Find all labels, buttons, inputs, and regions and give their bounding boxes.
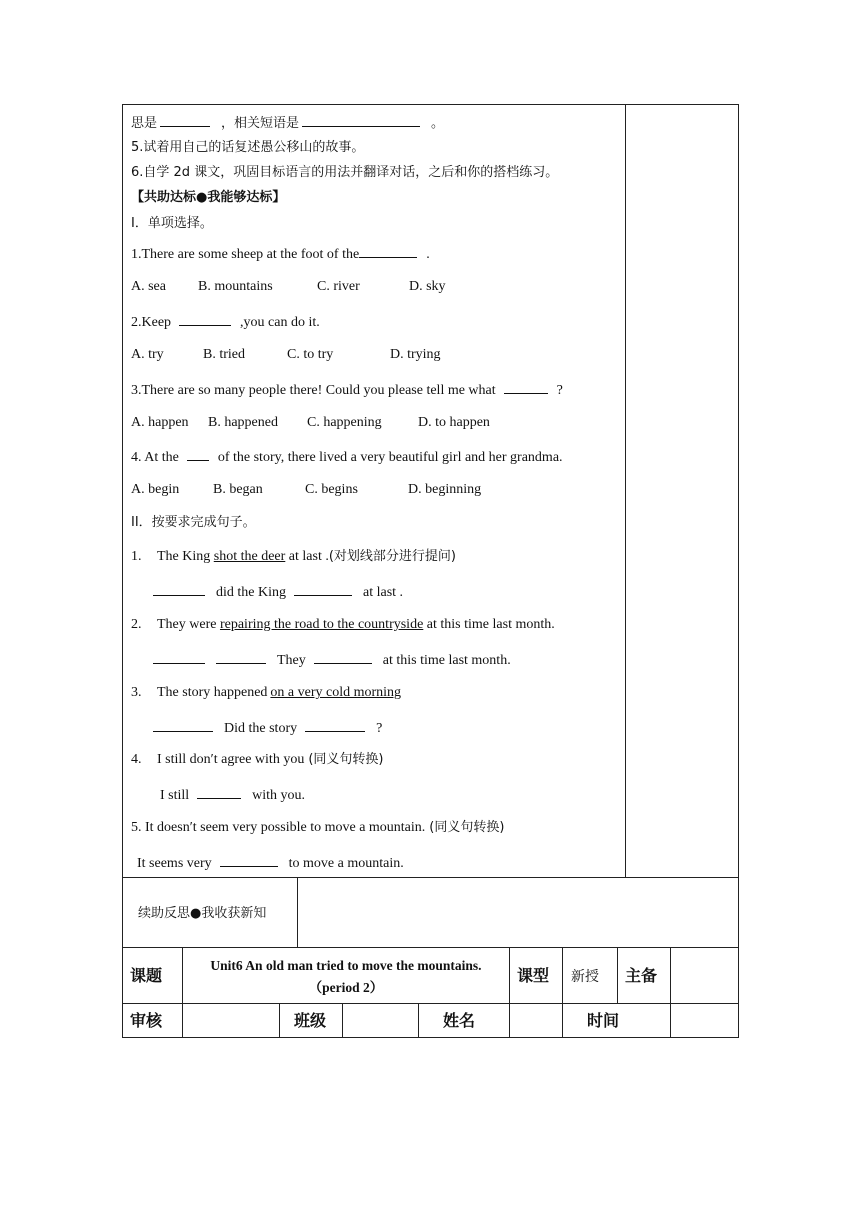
line-meaning: 思是 ，相关短语是 。 <box>131 113 444 133</box>
part2-title: II．按要求完成句子。 <box>131 515 256 530</box>
question-1-options: A. sea B. mountains C. river D. sky <box>131 279 446 294</box>
reflection-label: 续助反思●我收获新知 <box>138 906 267 921</box>
sentence-2: 2. They were repairing the road to the countryside at this time last month. <box>131 617 555 632</box>
sentence-2-rewrite: They at this time last month. <box>150 650 511 670</box>
class-value-cell <box>342 1003 419 1038</box>
reflection-content-cell <box>297 877 739 948</box>
type-label: 课型 <box>517 966 550 985</box>
sentence-3-rewrite: Did the story ? <box>150 718 382 738</box>
right-empty-cell <box>625 104 739 878</box>
question-3: 3.There are so many people there! Could you please tell me what ? <box>131 380 563 400</box>
question-3-options: A. happen B. happened C. happening D. to happen <box>131 415 490 430</box>
review-label: 审核 <box>130 1011 163 1030</box>
sentence-3: 3. The story happened on a very cold morning <box>131 685 402 700</box>
sentence-4-rewrite: I still with you. <box>160 785 305 805</box>
question-4: 4. At the of the story, there lived a very beautiful girl and her grandma. <box>131 447 563 467</box>
lead-value-cell <box>670 947 739 1004</box>
sentence-1: 1. The King shot the deer at last .(对划线部分进行提问) <box>131 549 456 564</box>
time-value-cell <box>670 1003 739 1038</box>
sentence-5-rewrite: It seems very to move a mountain. <box>137 853 404 873</box>
question-2-options: A. try B. tried C. to try D. trying <box>131 347 441 362</box>
sentence-1-rewrite: did the King at last . <box>150 582 403 602</box>
name-label: 姓名 <box>443 1011 476 1030</box>
topic-label: 课题 <box>130 966 163 985</box>
topic-period: （period 2） <box>308 980 384 995</box>
question-4-options: A. begin B. began C. begins D. beginning <box>131 482 482 497</box>
question-1: 1.There are some sheep at the foot of the . <box>131 244 430 264</box>
type-value: 新授 <box>571 969 599 985</box>
sentence-4: 4. I still don′t agree with you (同义句转换) <box>131 752 384 767</box>
name-value-cell <box>509 1003 563 1038</box>
part1-title: I．单项选择。 <box>131 216 213 231</box>
question-2: 2.Keep ,you can do it. <box>131 312 320 332</box>
lead-label: 主备 <box>625 966 658 985</box>
line-self-study: 6.自学 2d 课文，巩固目标语言的用法并翻译对话，之后和你的搭档练习。 <box>131 165 559 180</box>
time-label: 时间 <box>587 1011 620 1030</box>
line-retell: 5.试着用自己的话复述愚公移山的故事。 <box>131 140 365 155</box>
review-value-cell <box>182 1003 280 1038</box>
section-title: 【共助达标●我能够达标】 <box>131 190 286 205</box>
class-label: 班级 <box>294 1011 327 1030</box>
sentence-5: 5. It doesn′t seem very possible to move a mountain. (同义句转换) <box>131 820 505 835</box>
topic-title: Unit6 An old man tried to move the mountains. <box>210 958 482 973</box>
